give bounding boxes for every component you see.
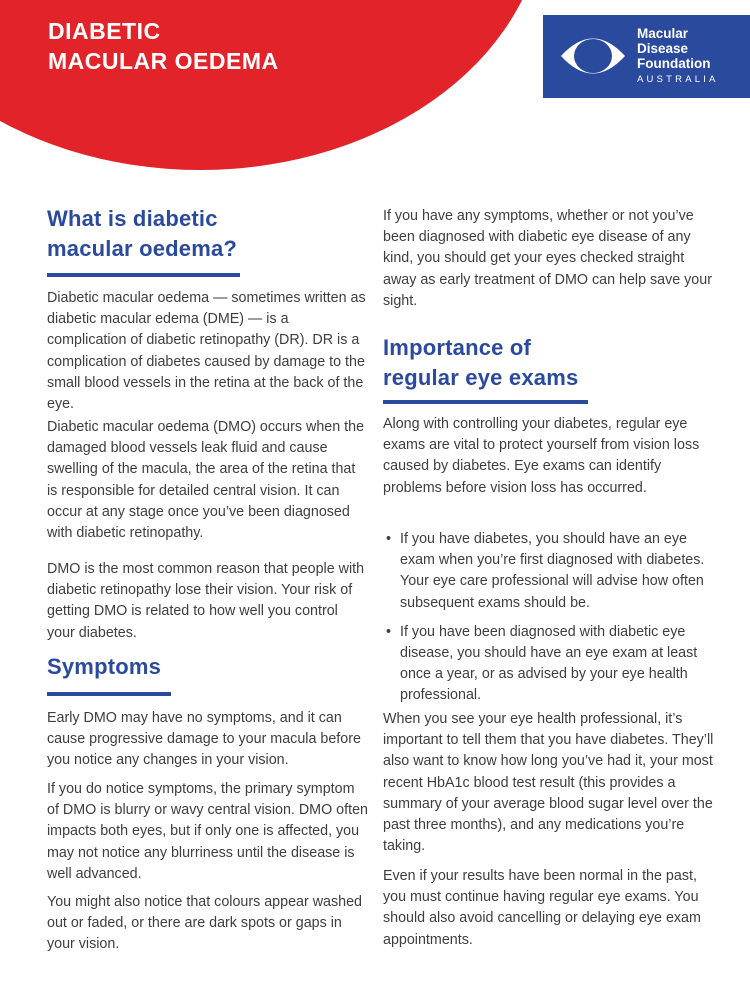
document-title (48, 16, 279, 76)
macular-disease-foundation-logo (543, 15, 750, 98)
paragraph-dmo-definition: Diabetic macular oedema — sometimes written as diabetic macular edema (DME) — is a complication of diabetic retinopathy (DR). DR is a complication of diabetes caused by damage to the small blood vessels in the retina at the back of the eye. (47, 290, 366, 413)
paragraph-early-symptoms: Early DMO may have no symptoms, and it can cause progressive damage to your macula before you notice any changes in your vision. (47, 710, 361, 769)
heading-line-2: regular eye exams (383, 365, 579, 390)
paragraph-primary-symptom: If you do notice symptoms, the primary symptom of DMO is blurry or wavy central vision. DMO often impacts both eyes, but if only one is affected, you may not notice any blurriness until the disease is well advanced. (47, 781, 368, 882)
heading-line-1: What is diabetic (47, 206, 218, 231)
logo-line-1: Macular (637, 26, 689, 41)
logo-line-2: Disease (637, 41, 689, 56)
title-line-1: DIABETIC (48, 18, 161, 44)
heading-text: Symptoms (47, 654, 162, 679)
heading-underline (383, 400, 588, 404)
list-item: • If you have been diagnosed with diabetic eye disease, you should have an eye exam at least once a year, or as advised by your eye health professional. (383, 622, 718, 707)
paragraph-continue-exams: Even if your results have been normal in the past, you must continue having regular eye exams. You should also avoid cancelling or delaying eye exam appointments. (383, 868, 701, 948)
heading-regular-eye-exams (383, 333, 578, 393)
heading-what-is-dmo (47, 204, 237, 264)
paragraph-tell-professional: When you see your eye health professional, it’s important to tell them that you have diabetes. They’ll also want to know how long you’ve had it, your most recent HbA1c blood test result (this provides a summary of your average blood sugar level over the past three months), and any medications you’re taking. (383, 711, 714, 855)
logo-wordmark (637, 26, 719, 87)
exam-advice-list (383, 529, 718, 715)
paragraph-dmo-risk: DMO is the most common reason that people with diabetic retinopathy lose their vision. Your risk of getting DMO is related to how well you control your diabetes. (47, 561, 365, 641)
paragraph-colour-symptoms: You might also notice that colours appear washed out or faded, or there are dark spots or gaps in your vision. (47, 894, 362, 953)
paragraph-dmo-cause: Diabetic macular oedema (DMO) occurs when the damaged blood vessels leak fluid and cause swelling of the macula, the area of the retina that is responsible for detailed central vision. It can occur at any stage once you’ve been diagnosed with diabetic retinopathy. (47, 419, 365, 542)
heading-symptoms (47, 652, 161, 682)
eye-icon (559, 31, 627, 81)
heading-line-2: macular oedema? (47, 236, 238, 261)
heading-underline (47, 273, 240, 277)
title-line-2: MACULAR OEDEMA (48, 48, 279, 74)
logo-country: AUSTRALIA (637, 74, 719, 85)
paragraph-exams-intro: Along with controlling your diabetes, regular eye exams are vital to protect yourself from vision loss caused by diabetes. Eye exams can identify problems before vision loss has occurred. (383, 416, 700, 496)
heading-line-1: Importance of (383, 335, 532, 360)
heading-underline (47, 692, 171, 696)
logo-line-3: Foundation (637, 56, 711, 71)
paragraph-get-checked: If you have any symptoms, whether or not you’ve been diagnosed with diabetic eye disease of any kind, you should get your eyes checked straight away as early treatment of DMO can help save your sight. (383, 208, 712, 309)
list-item: • If you have diabetes, you should have an eye exam when you’re first diagnosed with diabetes. Your eye care professional will advise how often subsequent exams should be. (383, 529, 718, 614)
